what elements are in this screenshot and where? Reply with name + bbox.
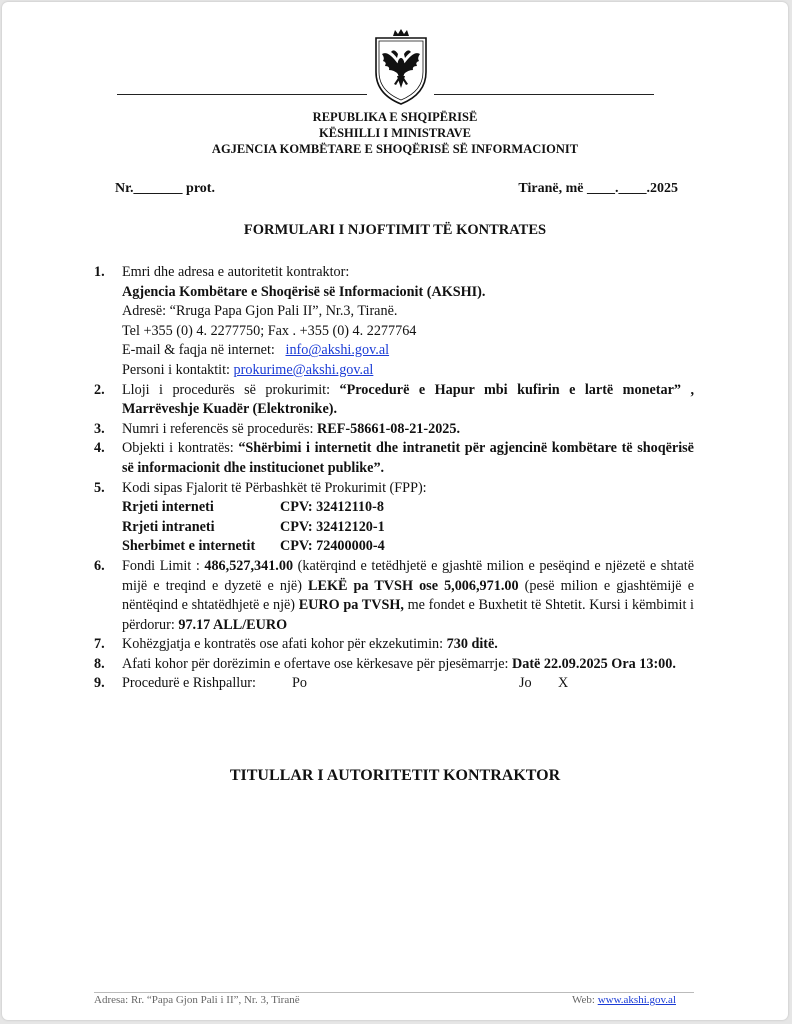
fund-amount-eur: LEKË pa TVSH ose 5,006,971.00 [308,577,519,594]
option-po: Po [292,675,307,692]
header-agency: AGJENCIA KOMBËTARE E SHOQËRISË SË INFORMACIONIT [211,142,579,156]
email-link[interactable]: info@akshi.gov.al [285,342,390,359]
authority-address: Adresë: “Rruga Papa Gjon Pali II”, Nr.3, Tiranë. [122,303,398,320]
email-label: E-mail & faqja në internet: [122,342,279,359]
item-value: “Procedurë e Hapur mbi kufirin e lartë monetar” , Marrëveshje Kuadër (Elektronike). [122,381,694,418]
fund-text: (pesë milion e gjashtëmijë e nëntëqind e shtatëdhjetë e një) [122,577,694,614]
form-items [94,263,694,694]
authority-phone-fax: Tel +355 (0) 4. 2277750; Fax . +355 (0) 4. 2277764 [122,322,417,339]
fund-text: me fondet e Buxhetit të Shtetit. Kursi i këmbimit i përdorur: [122,597,695,633]
cpv-name: Sherbimet e internetit [122,538,256,555]
item-number: 9. [94,675,105,692]
item-number: 7. [94,636,105,653]
item-authority [94,263,694,381]
item-duration [94,635,694,655]
footer-web-link[interactable]: www.akshi.gov.al [597,994,676,1006]
item-number: 5. [94,479,105,496]
item-label: Objekti i kontratës: [122,440,239,457]
fund-currency: EURO pa TVSH, [298,597,404,614]
header-republic: REPUBLIKA E SHQIPËRISË [312,110,478,124]
contact-email-link[interactable]: prokurime@akshi.gov.al [233,361,374,378]
cpv-code: CPV: 72400000-4 [280,538,385,555]
item-deadline [94,655,694,675]
document-date: Tiranë, më ____.____.2025 [518,181,678,196]
option-jo: Jo [519,675,532,692]
item-number: 2. [94,381,105,398]
form-title: FORMULARI I NJOFTIMIT TË KONTRATES [243,222,547,238]
footer-web-label: Web: [571,994,598,1006]
authority-name: Agjencia Kombëtare e Shoqërisë së Informacionit (AKSHI). [122,283,486,300]
item-number: 8. [94,655,105,672]
document-page [2,2,788,1020]
cpv-name: Rrjeti intraneti [122,518,215,535]
footer-address: Adresa: Rr. “Papa Gjon Pali i II”, Nr. 3, Tiranë [94,994,300,1006]
item-value: 730 ditë. [446,636,498,653]
cpv-code: CPV: 32412120-1 [280,518,385,535]
cpv-code: CPV: 32412110-8 [280,499,384,516]
cpv-name: Rrjeti interneti [122,499,214,516]
contact-line [122,361,694,381]
exchange-rate: 97.17 ALL/EURO [178,616,288,633]
albania-coat-of-arms-icon [370,28,432,106]
item-label: Kohëzgjatja e kontratës ose afati kohor për ekzekutimin: [122,636,447,653]
item-label: Afati kohor për dorëzimin e ofertave ose kërkesave për pjesëmarrje: [122,655,512,672]
contact-label: Personi i kontaktit: [122,361,234,378]
email-line [122,341,694,361]
item-fund-limit [94,557,694,635]
cpv-row [122,498,694,518]
item-value: “Shërbimi i internetit dhe intranetit për agjencinë kombëtare të shoqërisë së informacionit dhe institucionet publike”. [122,440,694,476]
item-label: Emri dhe adresa e autoritetit kontraktor: [122,264,350,280]
item-value: REF-58661-08-21-2025. [317,420,461,437]
header-rule-right [434,94,654,95]
option-selected-mark: X [558,675,569,692]
item-label: Lloji i procedurës së prokurimit: [122,381,340,398]
signature-title: TITULLAR I AUTORITETIT KONTRAKTOR [229,767,561,784]
fund-text: Fondi Limit : [122,557,205,574]
cpv-row [122,518,694,538]
cpv-row [122,537,694,557]
footer-web [572,994,676,1006]
footer-rule [94,992,694,993]
item-label: Procedurë e Rishpallur: [122,675,256,692]
item-number: 4. [94,440,105,457]
item-label: Numri i referencës së procedurës: [122,420,317,437]
fund-text: (katërqind e tetëdhjetë e gjashtë milion e pesëqind e njëzetë e shtatë mijë e treqind e dyzetë e një) [122,557,694,594]
item-number: 1. [94,264,105,280]
item-number: 3. [94,420,105,437]
item-label: Kodi sipas Fjalorit të Përbashkët të Prokurimit (FPP): [122,479,427,496]
item-contract-object [94,439,694,478]
header-council: KËSHILLI I MINISTRAVE [319,126,471,140]
fund-amount-lek: 486,527,341.00 [204,557,294,574]
protocol-number: Nr._______ prot. [115,181,215,196]
item-value: Datë 22.09.2025 Ora 13:00. [511,655,676,672]
item-procedure-type [94,381,694,420]
item-reference [94,420,694,440]
item-republished [94,674,694,694]
item-number: 6. [94,557,105,574]
header-rule-left [117,94,367,95]
item-cpv-codes [94,479,694,557]
